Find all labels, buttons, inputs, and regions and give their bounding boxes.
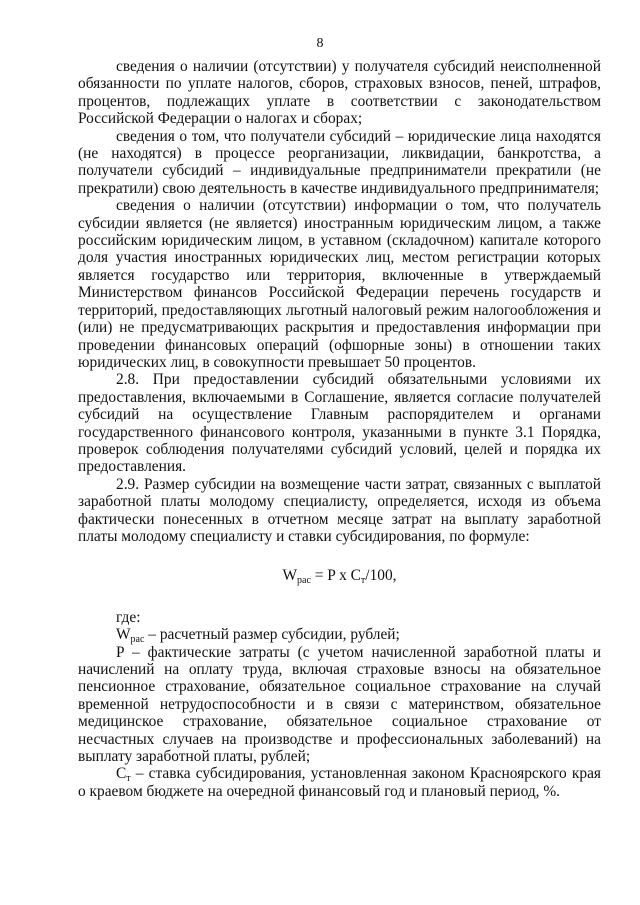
- paragraph-2-8: 2.8. При предоставлении субсидий обязательными условиями их предоставления, включаемыми в Соглашение, является согласие получателей субсидий на осуществление Главным распорядителем и органами государственного финансового контроля, указанными в пункте 3.1 Порядка, проверок соблюдения получателями субсидий условий, целей и порядка их предоставления.: [78, 371, 601, 476]
- paragraph-foreign-entity: сведения о наличии (отсутствии) информации о том, что получатель субсидии является (не является) иностранным юридическим лицом, а также российским юридическим лицом, в уставном (складочном) капитале которого доля участия иностранных юридических лиц, местом регистрации которых является государство или территория, включенные в утверждаемый Министерством финансов Российской Федерации перечень государств и территорий, предоставляющих льготный налоговый режим налогообложения и (или) не предусматривающих раскрытия и предоставления информации при проведении финансовых операций (офшорные зоны) в отношении таких юридических лиц, в совокупности превышает 50 процентов.: [78, 197, 601, 371]
- formula-w-subscript: рас: [297, 575, 311, 587]
- formula-middle: = P x C: [310, 567, 361, 585]
- formula-c-subscript: т: [360, 575, 366, 587]
- definition-p: P – фактические затраты (с учетом начисленной заработной платы и начислений на оплату труда, включая страховые взносы на обязательное пенсионное страхование, обязательное социальное страхование на случай временной нетрудоспособности и в связи с материнством, обязательное медицинское страхование, обязательное социальное страхование от несчастных случаев на производстве и профессиональных заболеваний) на выплату заработной платы, рублей;: [78, 643, 601, 766]
- paragraph-reorganization: сведения о том, что получатели субсидий – юридические лица находятся (не находятся) в процессе реорганизации, ликвидации, банкротства, а получатели субсидий – индивидуальные предприниматели прекратили (не прекратили) свою деятельность в качестве индивидуального предпринимателя;: [78, 127, 601, 197]
- subsidy-formula: [78, 567, 601, 587]
- paragraph-2-9: 2.9. Размер субсидии на возмещение части затрат, связанных с выплатой заработной платы молодому специалисту, определяется, исходя из объема фактически понесенных в отчетном месяце затрат на выплату заработной платы молодому специалисту и ставки субсидирования, по формуле:: [78, 475, 601, 545]
- definition-c-symbol: C: [116, 765, 127, 783]
- definition-c-subscript: т: [126, 773, 131, 785]
- definitions-intro: где:: [116, 608, 141, 626]
- paragraph-tax-arrears: сведения о наличии (отсутствии) у получателя субсидий неисполненной обязанности по уплате налогов, сборов, страховых взносов, пеней, штрафов, процентов, подлежащих уплате в соответствии с законодательством Российской Федерации о налогах и сборах;: [78, 58, 601, 128]
- definition-w-text: – расчетный размер субсидии, рублей;: [144, 626, 400, 644]
- definition-c-text: – ставка субсидирования, установленная законом Красноярского края о краевом бюджете на очередной финансовый год и плановый период, %.: [78, 765, 601, 800]
- definition-w: [78, 626, 601, 646]
- page-number: 8: [316, 36, 324, 51]
- definition-w-subscript: рас: [130, 634, 145, 646]
- definition-w-symbol: W: [116, 626, 131, 644]
- document-body: [78, 58, 601, 800]
- definition-c: [78, 765, 601, 800]
- formula-w: W: [282, 567, 297, 585]
- formula-tail: /100,: [365, 567, 397, 585]
